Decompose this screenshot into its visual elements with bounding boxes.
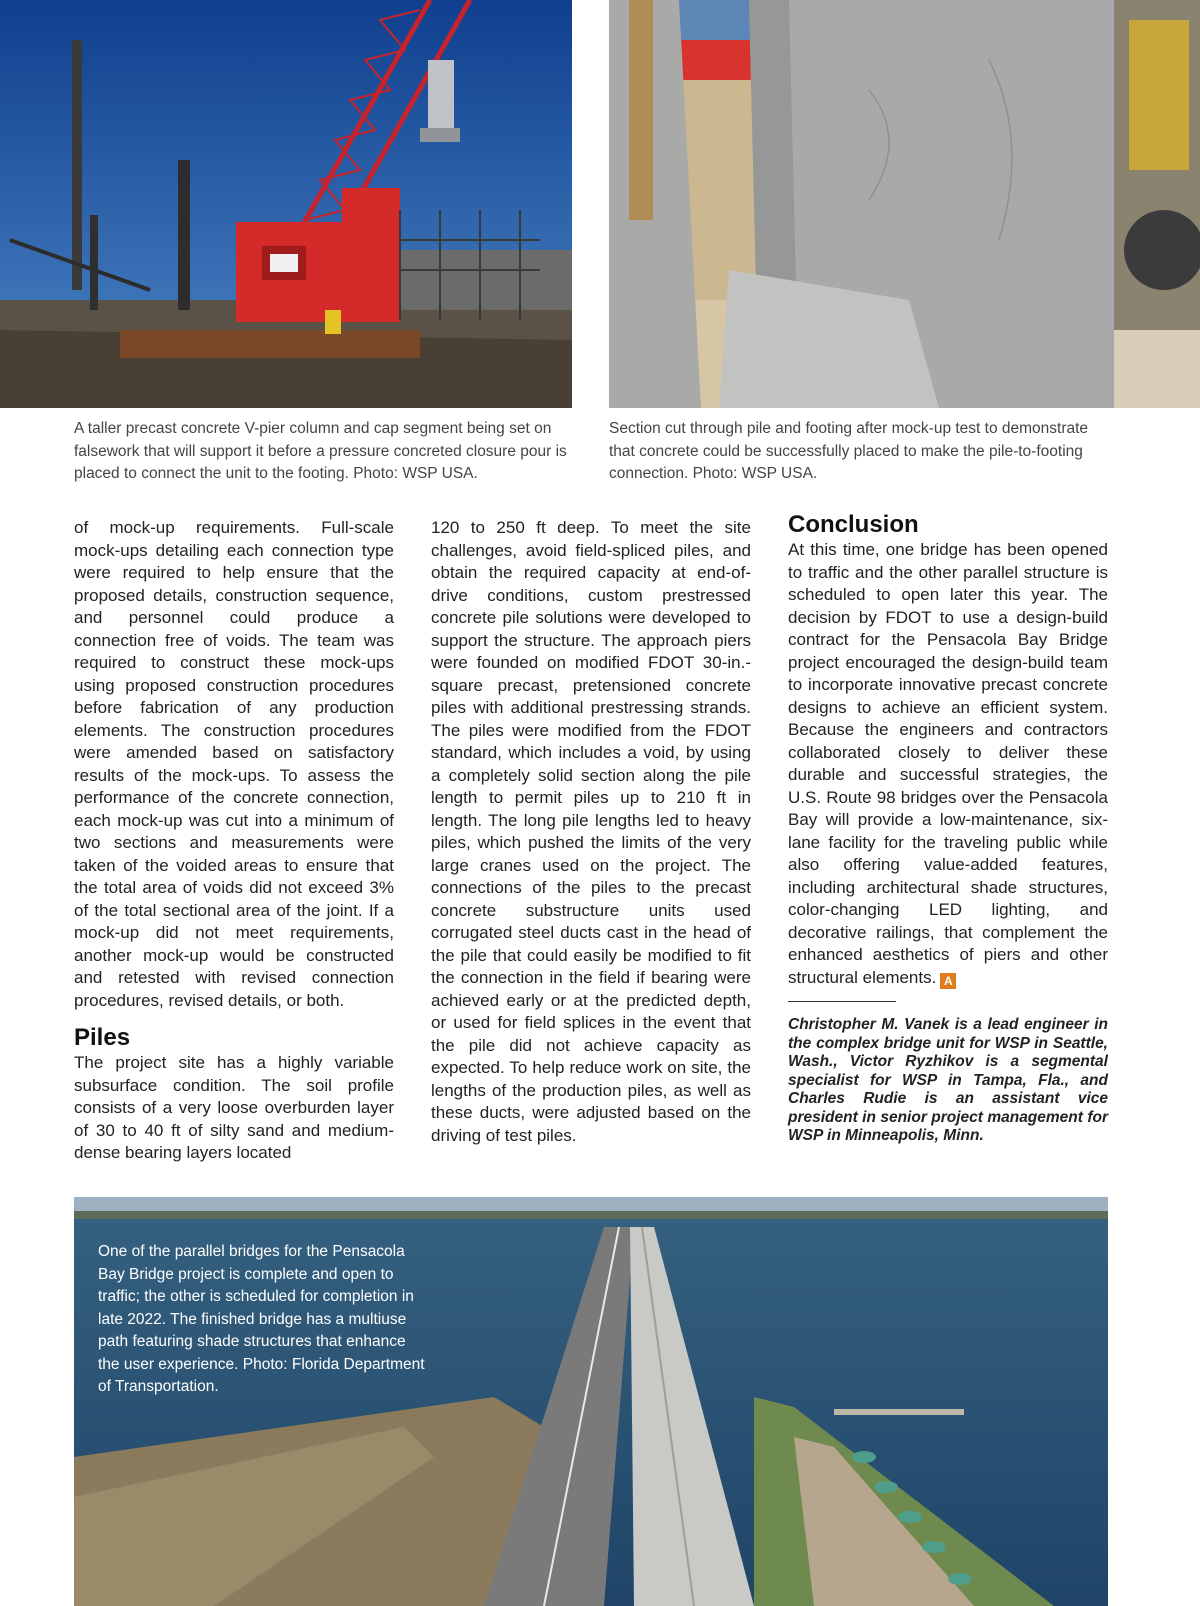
conclusion-paragraph [788, 539, 1108, 989]
end-of-article-icon: A [940, 973, 956, 989]
conclusion-text: At this time, one bridge has been opened to traffic and the other parallel structure is scheduled to open later this year. The decision by FDOT to use a design-build contract for the Pensacola Bay Bridge project encouraged the design-build team to incorporate innovative precast concrete designs to achieve an efficient system. Because the engineers and contractors collaborated closely to deliver these durable and successful strategies, the U.S. Route 98 bridges over the Pensacola Bay will provide a low-maintenance, six-lane facility for the traveling public while also offering value-added features, including architectural shade structures, color-changing LED lighting, and decorative railings, that complement the enhanced aesthetics of piers and other structural elements. [788, 540, 1108, 987]
bridge-photo-caption: One of the parallel bridges for the Pensacola Bay Bridge project is complete and open to traffic; the other is scheduled for completion in late 2022. The finished bridge has a multiuse path featuring shade structures that enhance the user experience. Photo: Florida Department of Transportation. [98, 1243, 425, 1395]
crane-photo [0, 0, 572, 408]
piles-continued-paragraph: 120 to 250 ft deep. To meet the site challenges, avoid field-spliced piles, and obtain the required capacity at end-of-drive conditions, custom prestressed concrete pile solutions were developed to support the structure. The approach piers were founded on modified FDOT 30-in.-square precast, pretensioned concrete piles with additional prestressing strands. The piles were modified from the FDOT standard, which includes a void, by using a completely solid section along the pile length to permit piles up to 210 ft in length. The long pile lengths led to heavy piles, which pushed the limits of the very large cranes used on the project. The connections of the piles to the precast concrete substructure units used corrugated steel ducts cast in the head of the pile that could easily be modified to fit the connection in the field if bearing were achieved early or at the predicted depth, or used for field splices in the event that the pile did not achieve capacity as expected. To help reduce work on site, the lengths of the production piles, as well as these ducts, were adjusted based on the driving of test piles. [431, 518, 751, 1145]
pile-photo-caption: Section cut through pile and footing after mock-up test to demonstrate that concrete could be successfully placed to make the pile-to-footing connection. Photo: WSP USA. [609, 420, 1089, 482]
pile-section-photo [609, 0, 1200, 408]
author-bio: Christopher M. Vanek is a lead engineer in the complex bridge unit for WSP in Seattle, Wash., Victor Ryzhikov is a segmental specialist for WSP in Tampa, Fla., and Charles Rudie is an assistant vice president in senior project management for WSP in Minneapolis, Minn. [788, 1016, 1108, 1144]
crane-photo-illustration [0, 0, 572, 408]
article-column-3 [788, 511, 1108, 1146]
article-column-2 [431, 517, 751, 1147]
piles-paragraph: The project site has a highly variable subsurface condition. The soil profile consists of a very loose overburden layer of 30 to 40 ft of silty sand and medium-dense bearing layers located [74, 1053, 394, 1162]
piles-heading: Piles [74, 1024, 131, 1051]
article-column-1 [74, 517, 394, 1165]
bio-divider [788, 1001, 896, 1002]
conclusion-heading: Conclusion [788, 511, 919, 538]
pile-section-illustration [609, 0, 1200, 408]
crane-photo-caption: A taller precast concrete V-pier column and cap segment being set on falsework that will support it before a pressure concreted closure pour is placed to connect the unit to the footing. Photo: WSP USA. [74, 420, 567, 482]
mockup-paragraph: of mock-up requirements. Full-scale mock-ups detailing each connection type were required to help ensure that the proposed details, construction sequence, and personnel could produce a connection free of voids. The team was required to construct these mock-ups using proposed construction procedures before fabrication of any production elements. The construction procedures were amended based on satisfactory results of the mock-ups. To assess the performance of the concrete connection, each mock-up was cut into a minimum of two sections and measurements were taken of the voided areas to ensure that the total area of voids did not exceed 3% of the total sectional area of the joint. If a mock-up did not meet requirements, another mock-up would be constructed and retested with revised connection procedures, revised details, or both. [74, 518, 394, 1010]
